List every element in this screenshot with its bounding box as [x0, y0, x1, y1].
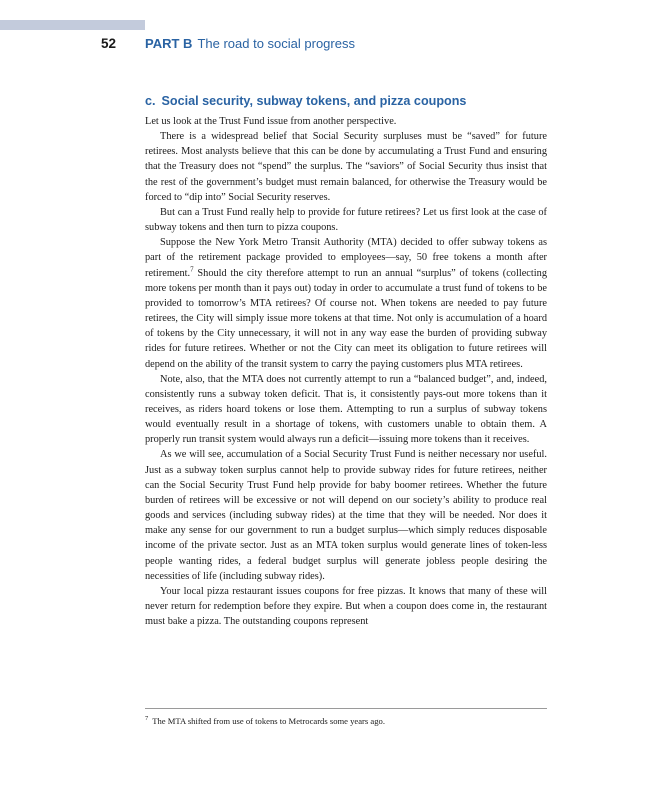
paragraph-3: But can a Trust Fund really help to provide for future retirees? Let us first look at the case of subway tokens and then turn to pizza coupons. [145, 206, 547, 234]
paragraph-4-before-note: Suppose the New York Metro Transit Authority (MTA) decided to offer subway tokens as part of the retirement package provided to employees—say, 50 free tokens a month after retirement. [145, 237, 547, 279]
paragraph-6: As we will see, accumulation of a Social Security Trust Fund is neither necessary nor useful. Just as a subway token surplus cannot help to provide subway rides for future retirees, neither can the Social Security Trust Fund help provide for baby boomer retirees. Whether the future burden of retirees will be excessive or not will depend on our society’s ability to produce real goods and services (including subway rides) at the time that they will be needed. Nor does it make any sense for our government to run a budget surplus—which simply reduces disposable income of the private sector. Just as an MTA token surplus would generate lines of token-less people wanting rides, a federal budget surplus will generate jobless people desiring the necessities of life (including subway rides). [145, 449, 547, 582]
footnote-reference: 7 [190, 265, 194, 274]
running-head [145, 36, 355, 51]
paragraph-2: There is a widespread belief that Social Security surpluses must be “saved” for future retirees. Most analysts believe that this can be done by accumulating a Trust Fund and ensuring that the Treasury does not “spend” the surplus. The “saviors” of Social Security thus insist that the rest of the government’s budget must remain balanced, for otherwise the Treasury would be forced to “dip into” Social Security reserves. [145, 131, 547, 203]
footnote-text: The MTA shifted from use of tokens to Metrocards some years ago. [152, 715, 385, 726]
body-text [145, 114, 547, 629]
footnote [145, 713, 547, 727]
section-letter: c. [145, 94, 156, 108]
footnote-rule [145, 708, 547, 709]
paragraph-4-after-note: Should the city therefore attempt to run an annual “surplus” of tokens (collecting more tokens per month than it pays out) today in order to accumulate a trust fund of tokens to be provided to tomorrow’s MTA retirees? Of course not. When tokens are needed to pay future retirees, the City will simply issue more tokens at that time. Not only is accumulation of a hoard of tokens by the City unnecessary, it will not in any way ease the burden of providing subway rides for future retirees. Whether or not the City can meet its obligation to future retirees will depend on the ability of the transit system to carry the paying customers plus MTA retirees. [145, 267, 547, 370]
header-accent-bar [0, 20, 145, 30]
section-title: Social security, subway tokens, and pizza coupons [161, 94, 467, 108]
paragraph-1: Let us look at the Trust Fund issue from another perspective. [145, 116, 397, 127]
part-label: PART B [145, 36, 193, 51]
page-number: 52 [101, 36, 117, 51]
footnote-mark: 7 [145, 715, 149, 722]
paragraph-7: Your local pizza restaurant issues coupons for free pizzas. It knows that many of these will never return for redemption before they expire. But when a coupon does come in, the restaurant must bake a pizza. The outstanding coupons represent [145, 585, 547, 628]
part-title: The road to social progress [197, 36, 355, 51]
paragraph-5: Note, also, that the MTA does not currently attempt to run a “balanced budget”, and, indeed, consistently runs a subway token deficit. That is, it consistently pays-out more tokens than it receives, as riders hoard tokens or lose them. Attempting to run a surplus of subway tokens would eventually result in a shortage of tokens, with customers unable to obtain them. A properly run transit system would always run a deficit—issuing more tokens than it receives. [145, 373, 547, 446]
section-heading [145, 94, 466, 108]
paragraph-4 [145, 235, 547, 371]
